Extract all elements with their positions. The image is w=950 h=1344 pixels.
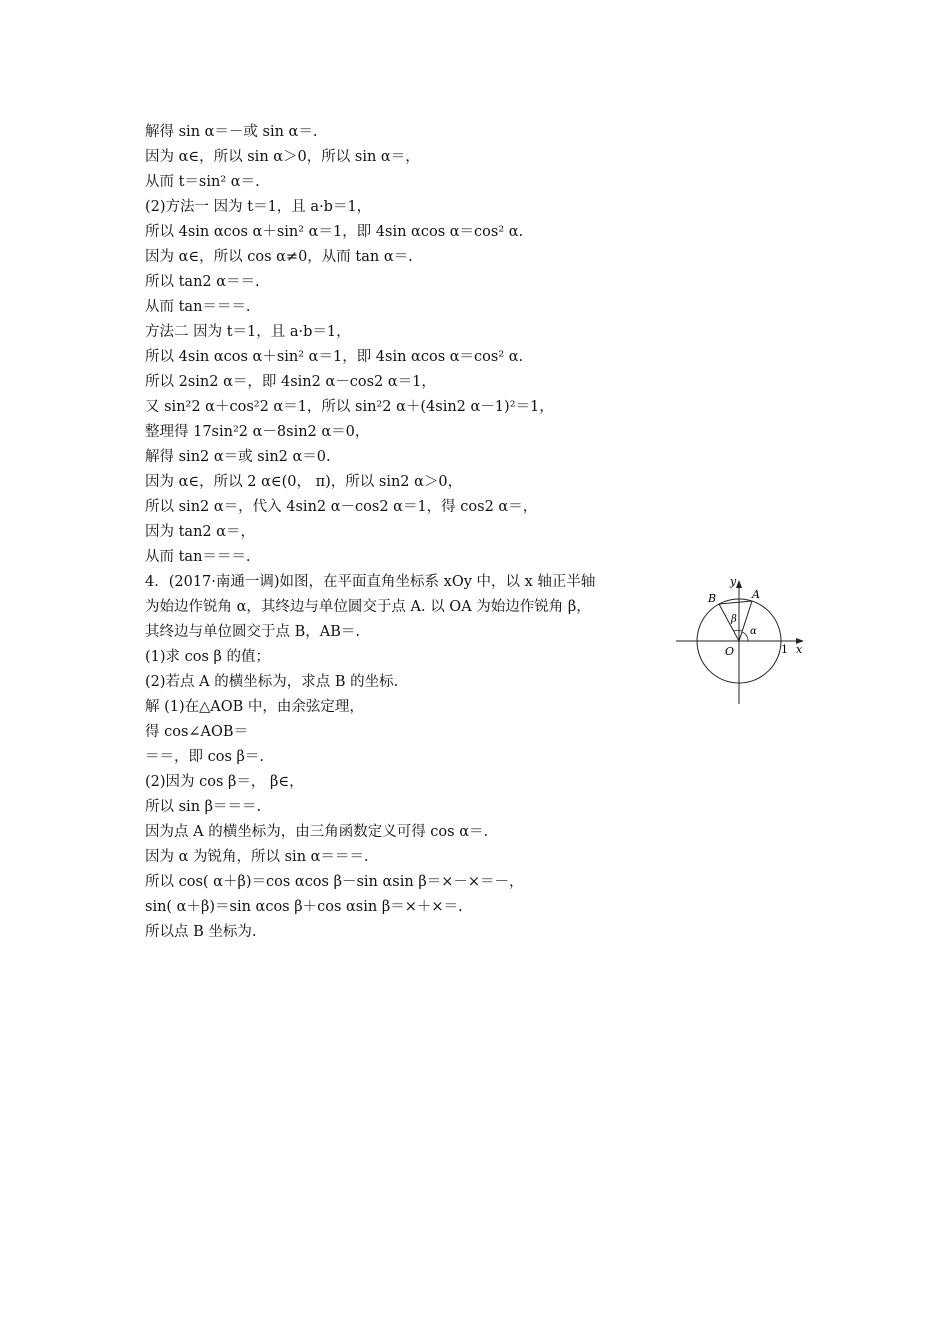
solution-line: 因为 α∈，所以 sin α＞0，所以 sin α＝，: [145, 149, 420, 165]
solution-line: 所以 tan2 α＝＝.: [145, 274, 260, 290]
solution-line: 整理得 17sin²2 α－8sin2 α＝0，: [145, 424, 370, 440]
beta-arc: [734, 630, 742, 631]
solution-line: 因为 tan2 α＝，: [145, 524, 256, 540]
solution-line: 解得 sin α＝－或 sin α＝.: [145, 124, 318, 140]
label-b: B: [708, 592, 717, 605]
solution-line: 方法二 因为 t＝1，且 a·b＝1，: [145, 324, 351, 340]
solution-line: 解得 sin2 α＝或 sin2 α＝0.: [145, 449, 331, 465]
label-y: y: [730, 575, 737, 588]
solution-line: 从而 tan＝＝＝.: [145, 549, 251, 565]
solution-line: 解 (1)在△AOB 中，由余弦定理，: [145, 699, 364, 715]
solution-line: 所以 sin β＝＝＝.: [145, 799, 262, 815]
y-axis-arrow: [736, 580, 742, 588]
unit-circle-figure: [668, 570, 818, 710]
label-beta: β: [731, 614, 737, 625]
solution-line: 因为 α∈，所以 cos α≠0，从而 tan α＝.: [145, 249, 413, 265]
solution-line: 因为点 A 的横坐标为，由三角函数定义可得 cos α＝.: [145, 824, 489, 840]
label-x: x: [796, 643, 803, 656]
solution-line: 因为 α∈，所以 2 α∈(0， π)，所以 sin2 α＞0，: [145, 474, 463, 490]
problem-line: (1)求 cos β 的值；: [145, 649, 271, 665]
solution-line: 所以 2sin2 α＝，即 4sin2 α－cos2 α＝1，: [145, 374, 436, 390]
solution-line: 又 sin²2 α＋cos²2 α＝1，所以 sin²2 α＋(4sin2 α－1)²＝1，: [145, 399, 554, 415]
label-a: A: [752, 588, 760, 601]
problem-line: 为始边作锐角 α，其终边与单位圆交于点 A. 以 OA 为始边作锐角 β，: [145, 599, 591, 615]
solution-line: ＝＝，即 cos β＝.: [145, 749, 265, 765]
solution-line: 所以点 B 坐标为.: [145, 924, 257, 940]
solution-line: (2)因为 cos β＝， β∈，: [145, 774, 304, 790]
solution-line: 因为 α 为锐角，所以 sin α＝＝＝.: [145, 849, 369, 865]
solution-line: 得 cos∠AOB＝: [145, 724, 249, 740]
problem-line: 其终边与单位圆交于点 B，AB＝.: [145, 624, 360, 640]
label-o: O: [725, 645, 735, 658]
alpha-arc: [742, 632, 748, 641]
solution-line: 所以 sin2 α＝，代入 4sin2 α－cos2 α＝1，得 cos2 α＝，: [145, 499, 538, 515]
problem-line: 4．(2017·南通一调)如图，在平面直角坐标系 xOy 中，以 x 轴正半轴: [145, 574, 596, 590]
solution-line: 所以 4sin αcos α＋sin² α＝1，即 4sin αcos α＝cos² α.: [145, 349, 524, 365]
label-alpha: α: [750, 626, 757, 637]
solution-line: 从而 t＝sin² α＝.: [145, 174, 260, 190]
solution-line: (2)方法一 因为 t＝1，且 a·b＝1，: [145, 199, 372, 215]
solution-line: sin( α＋β)＝sin αcos β＋cos αsin β＝×＋×＝.: [145, 899, 463, 915]
solution-line: 所以 cos( α＋β)＝cos αcos β－sin αsin β＝×－×＝－，: [145, 874, 524, 890]
solution-line: 所以 4sin αcos α＋sin² α＝1，即 4sin αcos α＝cos² α.: [145, 224, 524, 240]
problem-line: (2)若点 A 的横坐标为，求点 B 的坐标.: [145, 674, 399, 690]
label-one: 1: [781, 643, 788, 656]
solution-line: 从而 tan＝＝＝.: [145, 299, 251, 315]
